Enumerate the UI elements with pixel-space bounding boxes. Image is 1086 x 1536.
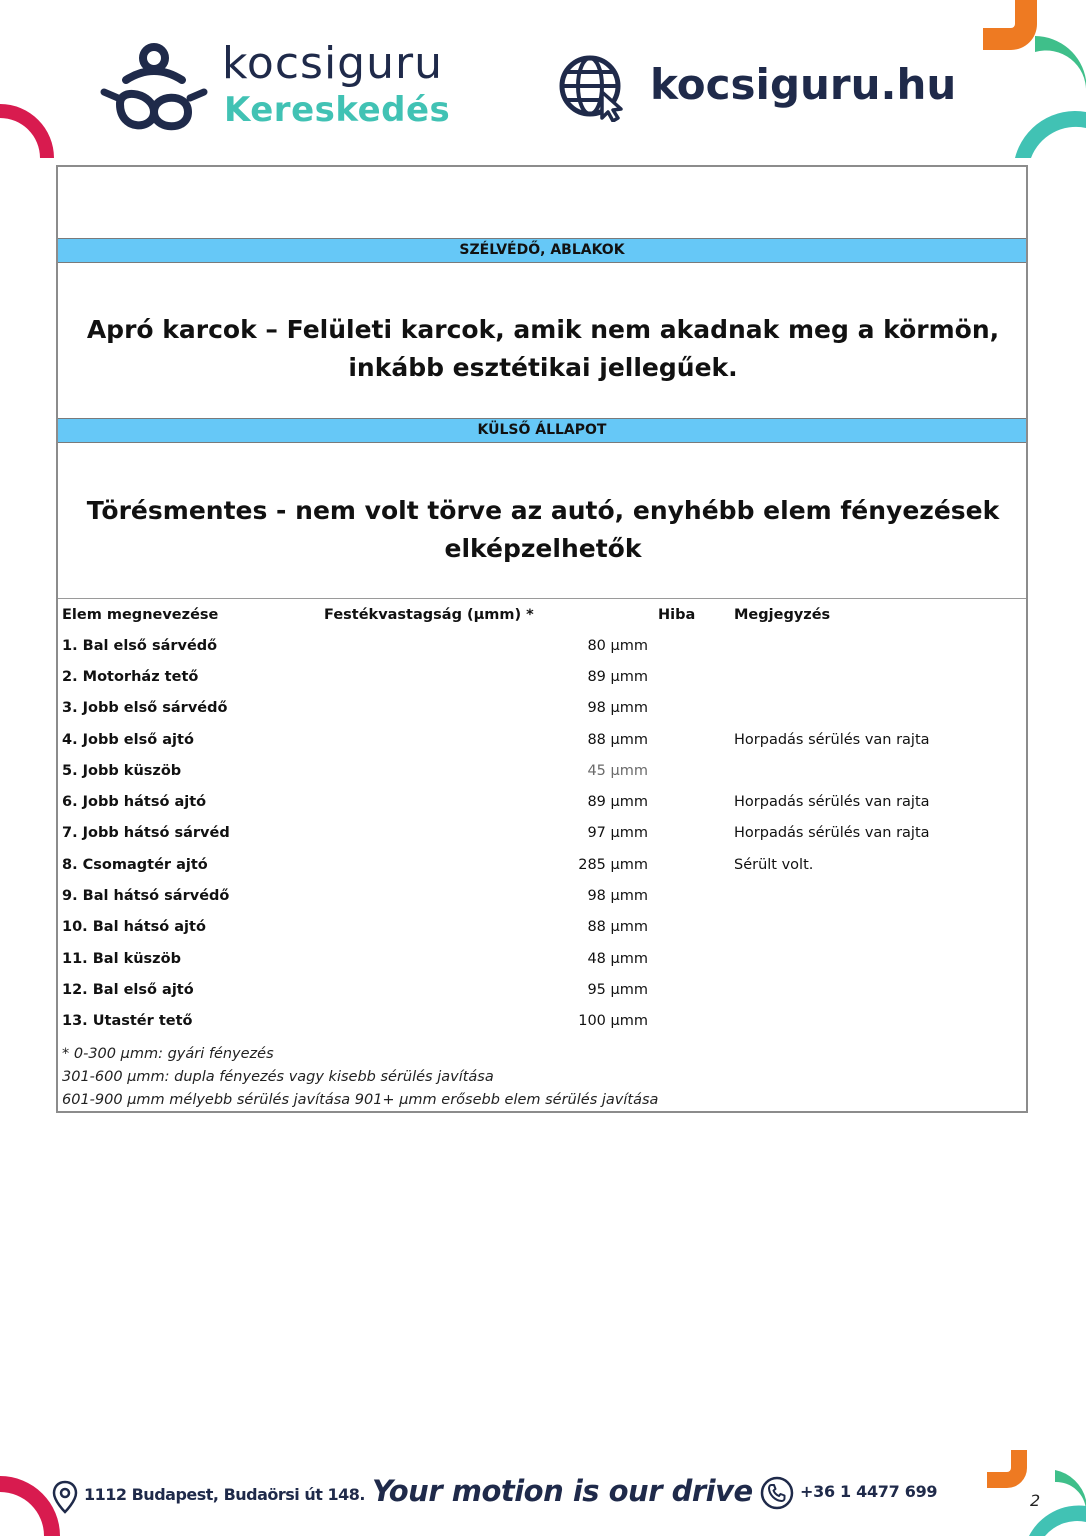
element-name-cell: 1. Bal első sárvédő <box>62 637 218 654</box>
header-error: Hiba <box>658 606 696 623</box>
paint-thickness-cell: 45 µmm <box>587 762 648 779</box>
note-cell <box>734 974 1022 1005</box>
note-cell <box>734 912 1022 943</box>
paint-thickness-cell: 100 µmm <box>578 1013 648 1030</box>
website-logo <box>558 52 958 122</box>
element-name-cell: 8. Csomagtér ajtó <box>62 856 208 873</box>
error-cell <box>650 880 734 911</box>
error-cell <box>650 661 734 692</box>
table-row <box>62 974 1022 1005</box>
brand-name: kocsiguru <box>222 38 443 89</box>
error-cell <box>650 943 734 974</box>
paint-thickness-cell: 95 µmm <box>587 981 648 998</box>
note-cell <box>734 661 1022 692</box>
inspection-sheet <box>56 165 1028 1113</box>
exterior-heading: KÜLSŐ ÁLLAPOT <box>58 418 1026 443</box>
footer-address: 1112 Budapest, Budaörsi út 148. <box>84 1485 365 1504</box>
paint-thickness-table <box>62 599 1022 1037</box>
website-url: kocsiguru.hu <box>650 60 957 109</box>
windshield-heading: SZÉLVÉDŐ, ABLAKOK <box>58 238 1026 263</box>
exterior-description: Törésmentes - nem volt törve az autó, enyhébb elem fényezések elképzelhetők <box>86 496 1000 563</box>
globe-cursor-icon <box>558 54 626 122</box>
paint-thickness-cell: 89 µmm <box>587 794 648 811</box>
table-row <box>62 786 1022 817</box>
element-name-cell: 13. Utastér tető <box>62 1013 193 1030</box>
paint-thickness-cell: 97 µmm <box>587 825 648 842</box>
error-cell <box>650 849 734 880</box>
table-row <box>62 755 1022 786</box>
element-name-cell: 6. Jobb hátsó ajtó <box>62 794 207 811</box>
note-cell <box>734 693 1022 724</box>
note-cell <box>734 1006 1022 1037</box>
table-row <box>62 912 1022 943</box>
table-row <box>62 661 1022 692</box>
element-name-cell: 7. Jobb hátsó sárvéd <box>62 825 230 842</box>
header-paint-thickness: Festékvastagság (µmm) * <box>324 606 534 623</box>
table-row <box>62 880 1022 911</box>
note-cell <box>734 630 1022 661</box>
paint-thickness-cell: 88 µmm <box>587 919 648 936</box>
element-name-cell: 10. Bal hátsó ajtó <box>62 919 206 936</box>
corner-decoration-top-left <box>0 90 70 170</box>
element-name-cell: 2. Motorház tető <box>62 668 199 685</box>
paint-thickness-cell: 98 µmm <box>587 888 648 905</box>
note-cell: Horpadás sérülés van rajta <box>734 794 930 811</box>
footer-slogan: Your motion is our drive <box>372 1474 753 1508</box>
legend-line: 601-900 µmm mélyebb sérülés javítása 901+ µmm erősebb elem sérülés javítása <box>62 1092 659 1108</box>
table-row <box>62 693 1022 724</box>
legend-line: * 0-300 µmm: gyári fényezés <box>62 1046 274 1062</box>
phone-icon <box>760 1476 794 1510</box>
paint-thickness-cell: 285 µmm <box>578 856 648 873</box>
footer-phone: +36 1 4477 699 <box>800 1482 938 1501</box>
error-cell <box>650 724 734 755</box>
brand-subtitle: Kereskedés <box>224 90 451 130</box>
note-cell <box>734 755 1022 786</box>
error-cell <box>650 786 734 817</box>
element-name-cell: 12. Bal első ajtó <box>62 981 194 998</box>
table-row <box>62 1006 1022 1037</box>
legend-line: 301-600 µmm: dupla fényezés vagy kisebb sérülés javítása <box>62 1069 494 1085</box>
note-cell <box>734 880 1022 911</box>
error-cell <box>650 974 734 1005</box>
element-name-cell: 5. Jobb küszöb <box>62 762 182 779</box>
error-cell <box>650 630 734 661</box>
error-cell <box>650 818 734 849</box>
element-name-cell: 4. Jobb első ajtó <box>62 731 194 748</box>
paint-thickness-cell: 88 µmm <box>587 731 648 748</box>
error-cell <box>650 1006 734 1037</box>
header-element-name: Elem megnevezése <box>62 606 219 623</box>
windshield-description: Apró karcok – Felületi karcok, amik nem akadnak meg a körmön, inkább esztétikai jellegűek. <box>86 315 1000 382</box>
paint-thickness-cell: 48 µmm <box>587 950 648 967</box>
paint-thickness-cell: 89 µmm <box>587 668 648 685</box>
error-cell <box>650 755 734 786</box>
corner-decoration-top-right <box>975 0 1086 170</box>
kocsiguru-logo <box>96 38 476 133</box>
infinity-person-logo-icon <box>96 42 216 132</box>
element-name-cell: 9. Bal hátsó sárvédő <box>62 888 230 905</box>
table-row <box>62 818 1022 849</box>
location-pin-icon <box>52 1480 78 1514</box>
table-row <box>62 849 1022 880</box>
note-cell: Sérült volt. <box>734 856 814 873</box>
element-name-cell: 11. Bal küszöb <box>62 950 181 967</box>
table-row <box>62 630 1022 661</box>
error-cell <box>650 693 734 724</box>
page-number: 2 <box>1030 1491 1041 1510</box>
header-note: Megjegyzés <box>734 606 831 623</box>
note-cell <box>734 943 1022 974</box>
paint-thickness-cell: 98 µmm <box>587 700 648 717</box>
table-header-row <box>62 599 1022 630</box>
note-cell: Horpadás sérülés van rajta <box>734 731 930 748</box>
table-row <box>62 724 1022 755</box>
table-row <box>62 943 1022 974</box>
paint-thickness-cell: 80 µmm <box>587 637 648 654</box>
element-name-cell: 3. Jobb első sárvédő <box>62 700 228 717</box>
error-cell <box>650 912 734 943</box>
thickness-legend <box>62 1043 658 1112</box>
note-cell: Horpadás sérülés van rajta <box>734 825 930 842</box>
page-footer <box>0 1470 1086 1520</box>
